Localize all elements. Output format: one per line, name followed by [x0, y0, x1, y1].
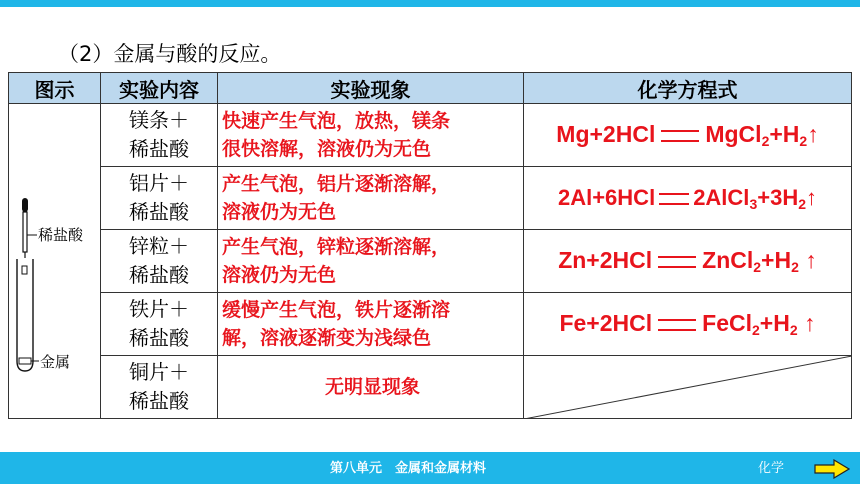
equals-sign-icon — [658, 256, 696, 268]
observation-cell: 无明显现象 — [218, 356, 524, 419]
header-observation: 实验现象 — [218, 73, 524, 104]
header-content: 实验内容 — [101, 73, 218, 104]
test-tube-icon — [17, 259, 33, 371]
empty-equation-cell — [524, 356, 852, 419]
equals-sign-icon — [661, 130, 699, 142]
observation-cell: 快速产生气泡，放热，镁条 很快溶解，溶液仍为无色 — [218, 104, 524, 167]
metal-label: 金属 — [40, 353, 71, 371]
diagonal-line — [524, 356, 852, 419]
equation-cell: Mg+2HCl $MgCl_2+H_2↑$ — [524, 104, 852, 167]
content-cell: 镁条＋ 稀盐酸 — [101, 104, 218, 167]
acid-label: 稀盐酸 — [38, 226, 84, 244]
top-accent-bar — [0, 0, 860, 7]
content-cell: 铝片＋ 稀盐酸 — [101, 167, 218, 230]
content-cell: 锌粒＋ 稀盐酸 — [101, 230, 218, 293]
observation-cell: 缓慢产生气泡，铁片逐渐溶 解，溶液逐渐变为浅绿色 — [218, 293, 524, 356]
table-row — [9, 104, 852, 167]
content-cell: 铁片＋ 稀盐酸 — [101, 293, 218, 356]
equation-cell: Zn+2HCl $ZnCl_2+H_2$ ↑ — [524, 230, 852, 293]
header-illustration: 图示 — [9, 73, 101, 104]
equals-sign-icon — [659, 193, 689, 205]
equation-cell: Fe+2HCl $FeCl_2+H_2$ ↑ — [524, 293, 852, 356]
header-equation: 化学方程式 — [524, 73, 852, 104]
content-cell: 铜片＋ 稀盐酸 — [101, 356, 218, 419]
table-row — [9, 356, 852, 419]
illustration-cell — [9, 104, 101, 419]
observation-cell: 产生气泡，锌粒逐渐溶解， 溶液仍为无色 — [218, 230, 524, 293]
dropper-tube-icon — [23, 212, 27, 252]
equals-sign-icon — [658, 319, 696, 331]
table-row — [9, 230, 852, 293]
table-row — [9, 167, 852, 230]
footer-title: 第八单元 金属和金属材料 — [330, 461, 487, 476]
equation-cell: 2Al+6HCl $2AlCl_3+3H_2↑$ — [524, 167, 852, 230]
table-header-row — [9, 73, 852, 104]
table-row — [9, 293, 852, 356]
next-page-button[interactable] — [814, 459, 850, 479]
reaction-table — [8, 72, 852, 419]
dropper-bulb-icon — [22, 198, 28, 212]
section-heading: （2）金属与酸的反应。 — [58, 42, 282, 66]
right-arrow-icon — [814, 459, 850, 479]
observation-cell: 产生气泡，铝片逐渐溶解， 溶液仍为无色 — [218, 167, 524, 230]
test-tube-dropper-illustration — [9, 109, 100, 409]
footer-subject: 化学 — [758, 461, 785, 476]
